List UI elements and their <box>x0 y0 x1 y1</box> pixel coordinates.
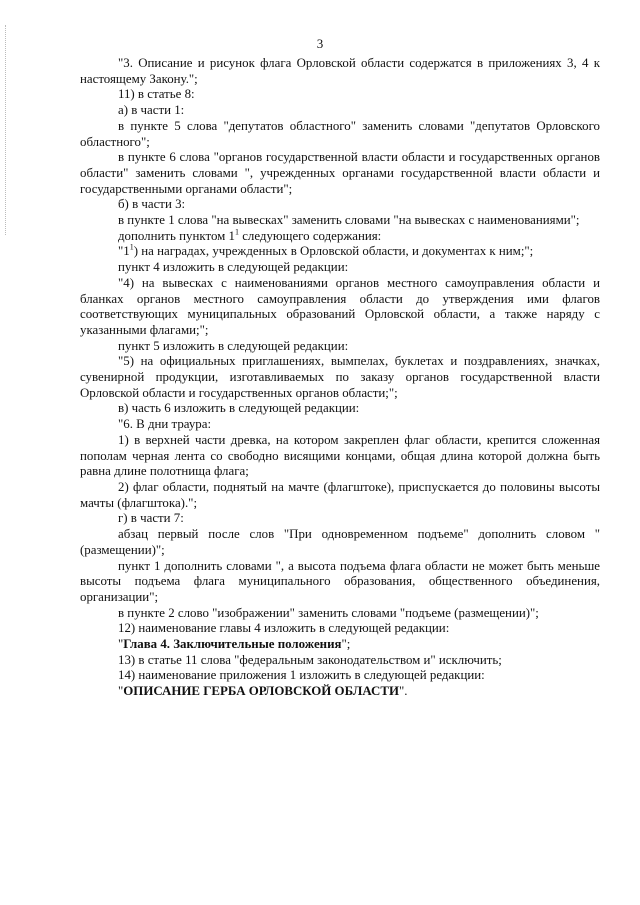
paragraph <box>80 244 600 260</box>
text-fragment: "1 <box>118 244 130 259</box>
paragraph <box>80 684 600 700</box>
paragraph: "3. Описание и рисунок флага Орловской области содержатся в приложениях 3, 4 к настоящему Закону."; <box>80 56 604 86</box>
paragraph: 1) в верхней части древка, на котором закреплен флаг области, крепится сложенная пополам черная лента со свободно висящими концами, общая длина которой должна быть равна длине полотнища флага; <box>80 432 604 479</box>
paragraph: 14) наименование приложения 1 изложить в следующей редакции: <box>118 668 485 683</box>
paragraph: 2) флаг области, поднятый на мачте (флагштоке), приспускается до половины высоты мачты (флагштока)."; <box>80 479 604 510</box>
paragraph <box>80 637 600 653</box>
paragraph: пункт 1 дополнить словами ", а высота подъема флага области не может быть меньше высоты подъема флага муниципального образования, общественного объединения, организации"; <box>80 558 604 604</box>
paragraph: пункт 5 изложить в следующей редакции: <box>118 338 349 353</box>
paragraph: б) в части 3: <box>118 197 186 212</box>
paragraph: 11) в статье 8: <box>118 87 195 102</box>
text-fragment: "; <box>341 637 351 652</box>
superscript: 1 <box>234 227 239 237</box>
paragraph: пункт 4 изложить в следующей редакции: <box>118 260 349 275</box>
paragraph: в пункте 2 слово "изображении" заменить словами "подъеме (размещении)"; <box>118 605 539 620</box>
paragraph: в пункте 5 слова "депутатов областного" заменить словами "депутатов Орловского областного"; <box>80 118 604 149</box>
paragraph: в) часть 6 изложить в следующей редакции: <box>118 401 360 416</box>
paragraph: в пункте 6 слова "органов государственной власти области и государственных органов области" заменить словами ", учрежденных органами государственной власти области и государственными органами области"; <box>80 150 604 196</box>
paragraph: г) в части 7: <box>118 511 184 526</box>
paragraph: "4) на вывесках с наименованиями органов местного самоуправления области и бланках органов местного самоуправления области до утверждения ими флагов соответствующих муниципальных образований Орловской области, а также наряду с указанными флагами;"; <box>80 275 604 337</box>
paragraph: "5) на официальных приглашениях, вымпелах, буклетах и поздравлениях, значках, сувенирной продукции, изготавливаемых по заказу органов государственной власти Орловской области и государственных органов области;"; <box>80 354 604 400</box>
text-fragment: " <box>118 637 124 652</box>
text-fragment: ". <box>399 684 408 699</box>
paragraph: а) в части 1: <box>118 103 185 118</box>
chapter-title: Глава 4. Заключительные положения <box>123 637 342 652</box>
paragraph: абзац первый после слов "При одновременном подъеме" дополнить словом "(размещении)"; <box>80 527 600 557</box>
margin-stamp <box>5 25 7 235</box>
superscript: 1 <box>129 243 134 253</box>
paragraph: "6. В дни траура: <box>118 417 212 432</box>
text-fragment: дополнить пунктом 1 <box>118 228 235 243</box>
paragraph <box>80 229 600 245</box>
page-number: 3 <box>316 36 324 51</box>
appendix-title: ОПИСАНИЕ ГЕРБА ОРЛОВСКОЙ ОБЛАСТИ <box>123 684 399 699</box>
paragraph: в пункте 1 слова "на вывесках" заменить словами "на вывесках с наименованиями"; <box>118 213 580 228</box>
text-fragment: следующего содержания: <box>238 228 382 243</box>
text-fragment: " <box>118 684 124 699</box>
document-body <box>80 56 604 700</box>
text-fragment: ) на наградах, учрежденных в Орловской области, и документах к ним;"; <box>133 244 534 259</box>
paragraph: 13) в статье 11 слова "федеральным законодательством и" исключить; <box>118 652 502 667</box>
paragraph: 12) наименование главы 4 изложить в следующей редакции: <box>118 621 450 636</box>
